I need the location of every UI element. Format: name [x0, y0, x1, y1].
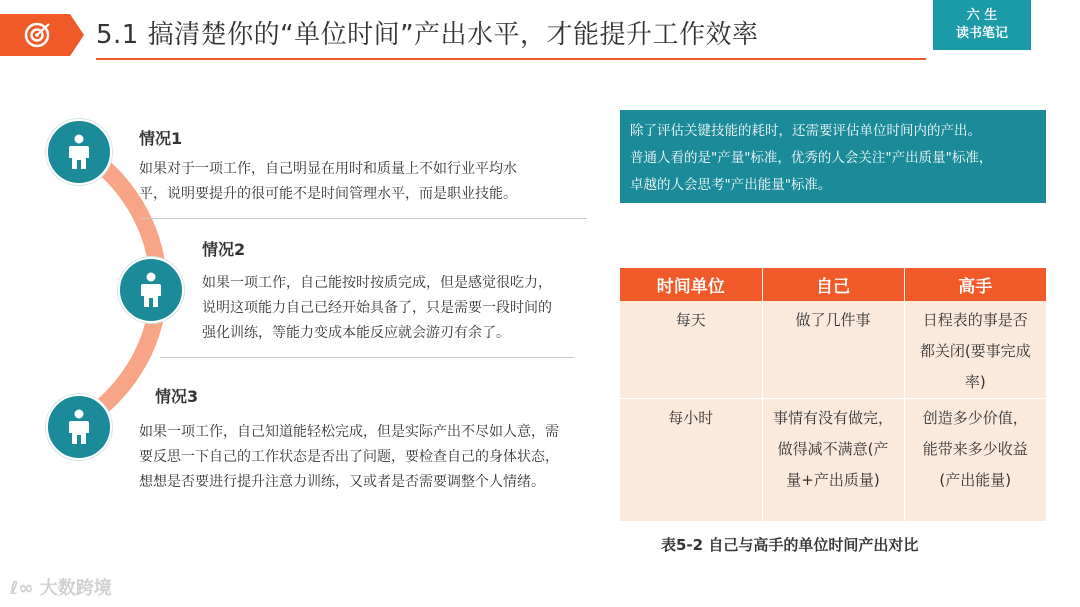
header-expert: 高手 [904, 268, 1046, 301]
brand-logo [933, 0, 1031, 50]
case-1-line-2: 平，说明要提升的很可能不是时间管理水平，而是职业技能。 [139, 186, 517, 202]
case-3-text [139, 420, 559, 495]
case-2-line-2: 说明这项能力自己已经开始具备了，只是需要一段时间的 [202, 300, 552, 316]
cell-line: 做得减不满意(产 [777, 440, 889, 458]
divider [140, 218, 587, 219]
case-1-line-1: 如果对于一项工作，自己明显在用时和质量上不如行业平均水 [139, 161, 517, 177]
cell-line: 事情有没有做完， [772, 409, 893, 427]
target-icon [22, 20, 52, 50]
cell-line: 每小时 [668, 409, 714, 427]
cell-line: 量+产出质量) [786, 471, 880, 489]
case-3-line-3: 想想是否要进行提升注意力训练，又或者是否需要调整个人情绪。 [139, 474, 545, 490]
watermark-logo-icon: ℓ∞ [10, 578, 40, 599]
case-2-text [202, 271, 552, 346]
cell-line: 日程表的事是否 [922, 311, 1028, 329]
table-cell [620, 301, 762, 399]
case-2-title: 情况2 [202, 240, 246, 259]
case-3-line-1: 如果一项工作，自己知道能轻松完成，但是实际产出不尽如人意，需 [139, 424, 559, 440]
person-marker-3 [46, 394, 112, 460]
note-box [620, 110, 1046, 203]
table-caption: 表5-2 自己与高手的单位时间产出对比 [661, 536, 919, 554]
person-marker-2 [118, 257, 184, 323]
watermark [10, 574, 112, 600]
cell-line: 能带来多少收益 [922, 440, 1028, 458]
table-cell [904, 399, 1046, 522]
table-cell [762, 399, 904, 522]
note-line-2: 普通人看的是"产量"标准，优秀的人会关注"产出质量"标准， [630, 150, 993, 166]
comparison-table [620, 268, 1046, 521]
person-icon [139, 272, 163, 308]
cell-line: 率) [964, 373, 986, 391]
person-icon [67, 134, 91, 170]
cell-line: 创造多少价值， [922, 409, 1028, 427]
cell-line: 做了几件事 [795, 311, 871, 329]
note-line-3: 卓越的人会思考"产出能量"标准。 [630, 177, 832, 193]
logo-line-1: 六 生 [966, 8, 998, 23]
note-line-1: 除了评估关键技能的耗时，还需要评估单位时间内的产出。 [630, 123, 981, 139]
logo-line-2: 读书笔记 [955, 26, 1008, 41]
case-1-text [139, 157, 517, 207]
header-time-unit: 时间单位 [620, 268, 762, 301]
cell-line: 都关闭(要事完成 [919, 342, 1031, 360]
case-2-line-3: 强化训练，等能力变成本能反应就会游刃有余了。 [202, 325, 510, 341]
title-underline [96, 58, 926, 60]
page-title: 5.1 搞清楚你的“单位时间”产出水平，才能提升工作效率 [96, 20, 759, 50]
case-3-title: 情况3 [155, 387, 199, 406]
cell-line: (产出能量) [939, 471, 1012, 489]
case-1-title: 情况1 [139, 129, 183, 148]
case-2-line-1: 如果一项工作，自己能按时按质完成，但是感觉很吃力， [202, 275, 552, 291]
cell-line: 每天 [675, 311, 706, 329]
table-row [620, 399, 1046, 522]
table-cell [620, 399, 762, 522]
divider [160, 357, 574, 358]
person-marker-1 [46, 119, 112, 185]
watermark-text: 大数跨境 [39, 578, 112, 599]
table-cell [762, 301, 904, 399]
table-row [620, 301, 1046, 399]
person-icon [67, 409, 91, 445]
table-cell [904, 301, 1046, 399]
header-self: 自己 [762, 268, 904, 301]
table-header-row [620, 268, 1046, 301]
case-3-line-2: 要反思一下自己的工作状态是否出了问题，要检查自己的身体状态， [139, 449, 559, 465]
